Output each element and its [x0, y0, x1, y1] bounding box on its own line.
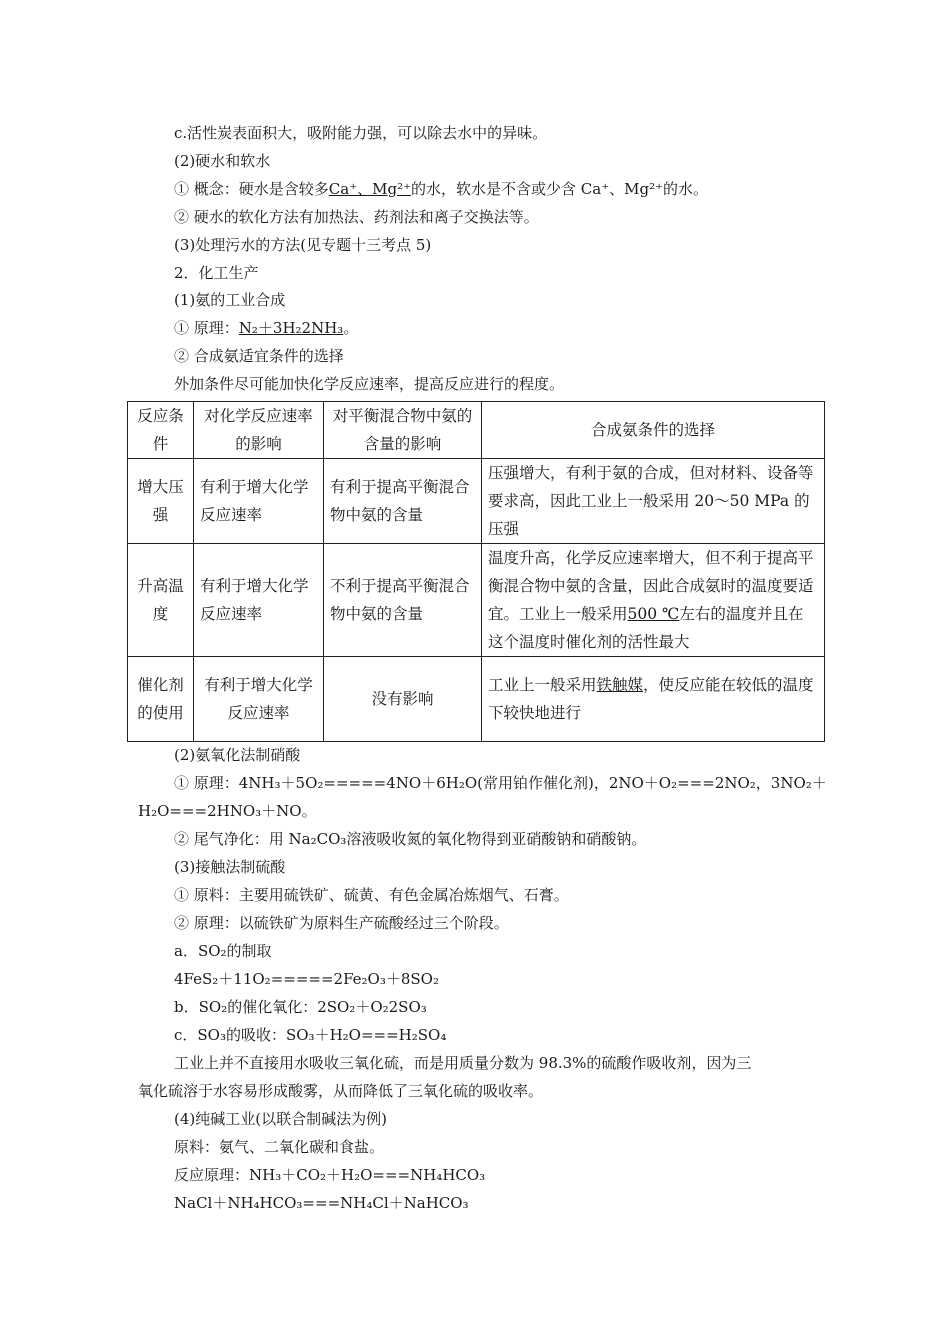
text-span: 。 [343, 319, 359, 337]
text-span: 的水，软水是不含或少含 Ca⁺、Mg²⁺的水。 [411, 180, 709, 198]
underlined-answer: Ca⁺、Mg²⁺ [328, 180, 412, 198]
text-line [174, 318, 358, 338]
text-line: (3)处理污水的方法(见专题十三考点 5) [174, 236, 432, 254]
header-cell: 合成氨条件的选择 [482, 402, 825, 459]
text-span: 工业上一般采用 [488, 676, 597, 694]
text-line: NaCl＋NH₄HCO₃===NH₄Cl＋NaHCO₃ [174, 1194, 469, 1212]
text-line: b．SO₂的催化氧化：2SO₂＋O₂2SO₃ [174, 998, 427, 1016]
text-line: H₂O===2HNO₃＋NO。 [138, 802, 317, 820]
text-line: 氧化硫溶于水容易形成酸雾，从而降低了三氧化硫的吸收率。 [138, 1082, 544, 1100]
table-header-row [128, 402, 825, 459]
text-line: (1)氨的工业合成 [174, 291, 286, 309]
table-cell [482, 544, 825, 657]
text-line: a．SO₂的制取 [174, 942, 272, 960]
header-cell: 对化学反应速率的影响 [194, 402, 324, 459]
text-line: (2)氨氧化法制硝酸 [174, 746, 301, 764]
table-row [128, 657, 825, 742]
table-cell: 有利于提高平衡混合物中氨的含量 [324, 459, 482, 544]
text-line: ① 原理：4NH₃＋5O₂=====4NO＋6H₂O(常用铂作催化剂)，2NO＋O₂===2NO₂，3NO₂＋ [174, 774, 827, 792]
table-cell: 升高温度 [128, 544, 194, 657]
text-line: ② 硬水的软化方法有加热法、药剂法和离子交换法等。 [174, 208, 539, 226]
text-span: ，使反应能在较低的温度下较快地进行 [488, 676, 814, 722]
underlined-answer: 500 ℃ [627, 605, 680, 623]
text-line: (2)硬水和软水 [174, 152, 271, 170]
text-line: ② 尾气净化：用 Na₂CO₃溶液吸收氮的氧化物得到亚硝酸钠和硝酸钠。 [174, 830, 647, 848]
text-span: ① 原理： [174, 319, 239, 337]
text-line: 2．化工生产 [174, 264, 259, 282]
table-cell: 没有影响 [324, 657, 482, 742]
table-cell: 有利于增大化学反应速率 [194, 459, 324, 544]
table-cell: 有利于增大化学反应速率 [194, 657, 324, 742]
underlined-answer: N₂＋3H₂2NH₃ [238, 319, 344, 337]
table-cell: 有利于增大化学反应速率 [194, 544, 324, 657]
text-line: c．SO₃的吸收：SO₃＋H₂O===H₂SO₄ [174, 1026, 447, 1044]
ammonia-conditions-table [127, 401, 825, 742]
underlined-answer: 铁触媒 [596, 676, 644, 694]
text-span: ① 概念：硬水是含较多 [174, 180, 329, 198]
table-cell [482, 657, 825, 742]
text-line: 外加条件尽可能加快化学反应速率，提高反应进行的程度。 [174, 375, 565, 393]
header-cell: 反应条件 [128, 402, 194, 459]
text-line: 反应原理：NH₃＋CO₂＋H₂O===NH₄HCO₃ [174, 1166, 486, 1184]
table-row [128, 459, 825, 544]
text-line: (4)纯碱工业(以联合制碱法为例) [174, 1110, 387, 1128]
table-row [128, 544, 825, 657]
text-line: 工业上并不直接用水吸收三氧化硫，而是用质量分数为 98.3%的硫酸作吸收剂，因为三 [174, 1054, 752, 1072]
table-cell: 催化剂的使用 [128, 657, 194, 742]
table-cell: 压强增大，有利于氨的合成，但对材料、设备等要求高，因此工业上一般采用 20～50 MPa 的压强 [482, 459, 825, 544]
text-span: 左右的温度并且在这个温度时催化剂的活性最大 [488, 605, 804, 651]
text-line: ② 原理：以硫铁矿为原料生产硫酸经过三个阶段。 [174, 914, 509, 932]
table-cell: 增大压强 [128, 459, 194, 544]
text-line: (3)接触法制硫酸 [174, 858, 286, 876]
text-line: 4FeS₂＋11O₂=====2Fe₂O₃＋8SO₂ [174, 970, 439, 988]
table-cell: 不利于提高平衡混合物中氨的含量 [324, 544, 482, 657]
header-cell: 对平衡混合物中氨的含量的影响 [324, 402, 482, 459]
text-span: 温度升高，化学反应速率增大，但不利于提高平衡混合物中氨的含量，因此合成氨时的温度要适宜。工业上一般采用 [488, 549, 814, 623]
text-line: 原料：氨气、二氧化碳和食盐。 [174, 1138, 385, 1156]
text-line: ② 合成氨适宜条件的选择 [174, 347, 344, 365]
text-line [174, 179, 708, 199]
text-line: ① 原料：主要用硫铁矿、硫黄、有色金属冶炼烟气、石膏。 [174, 886, 569, 904]
text-line: c.活性炭表面积大，吸附能力强，可以除去水中的异味。 [174, 124, 548, 142]
